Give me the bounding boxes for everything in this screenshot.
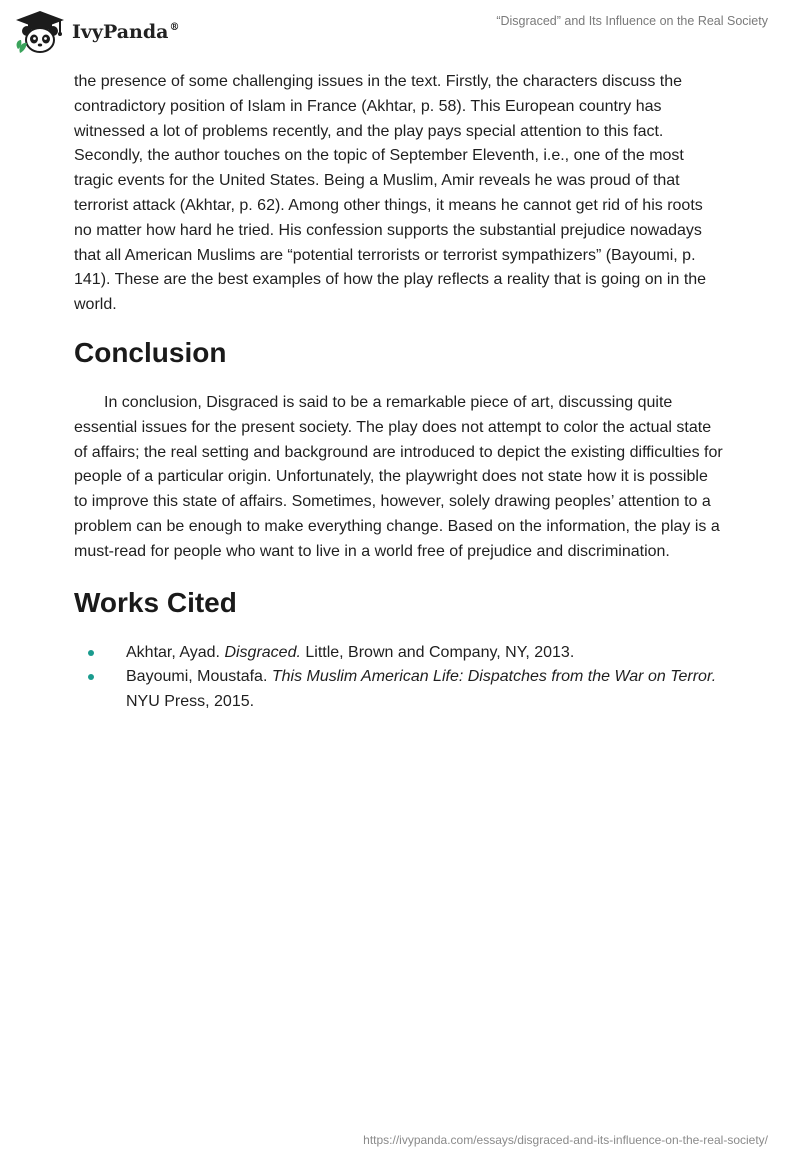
conclusion-paragraph: In conclusion, Disgraced is said to be a remarkable piece of art, discussing quite essential issues for the present society. The play does not attempt to color the actual state of affairs; the real setting and background are introduced to depict the existing difficulties for people of a particular origin. Unfortunately, the playwright does not state how it is possible to improve this state of affairs. Sometimes, however, solely drawing peoples’ attention to a problem can be enough to make everything change. Based on the information, the play is a must-read for people who want to live in a world free of prejudice and discrimination. — [74, 393, 723, 560]
reference-title: This Muslim American Life: Dispatches from the War on Terror. — [271, 668, 717, 686]
works-cited-heading: Works Cited — [74, 586, 237, 618]
ivypanda-logo[interactable] — [14, 8, 179, 56]
reference-publisher: Little, Brown and Company, NY, 2013. — [300, 643, 575, 661]
paragraph-continued: the presence of some challenging issues in the text. Firstly, the characters discuss the contradictory position of Islam in France (Akhtar, p. 58). This European country has witnessed a lot of problems recently, and the play pays special attention to this fact. Secondly, the author touches on the topic of September Eleventh, i.e., one of the most tragic events for the United States. Being a Muslim, Amir reveals he was proud of that terrorist attack (Akhtar, p. 62). Among other things, it means he cannot get rid of his roots no matter how hard he tried. His confession supports the substantial prejudice nowadays that all American Muslims are “potential terrorists or terrorist sympathizers” (Bayoumi, p. 141). These are the best examples of how the play reflects a reality that is going on in the world. — [74, 73, 707, 314]
panda-graduate-icon — [14, 9, 66, 55]
reference-title: Disgraced. — [224, 643, 301, 661]
bullet-icon — [88, 674, 94, 680]
reference-author: Bayoumi, Moustafa. — [126, 668, 272, 686]
essay-content — [74, 70, 724, 715]
source-url[interactable]: https://ivypanda.com/essays/disgraced-and-its-influence-on-the-real-society/ — [363, 1133, 768, 1147]
page-header — [0, 0, 800, 70]
reference-item — [74, 641, 724, 666]
conclusion-heading: Conclusion — [74, 336, 227, 368]
reference-publisher: NYU Press, 2015. — [126, 693, 255, 711]
registered-mark: ® — [169, 22, 180, 33]
logo-text: IvyPanda — [72, 21, 169, 43]
bullet-icon — [88, 650, 94, 656]
logo-wordmark — [72, 21, 179, 43]
works-cited-list — [74, 641, 724, 715]
document-title: “Disgraced” and Its Influence on the Real Society — [496, 14, 768, 28]
reference-item — [74, 665, 724, 715]
reference-author: Akhtar, Ayad. — [126, 643, 225, 661]
